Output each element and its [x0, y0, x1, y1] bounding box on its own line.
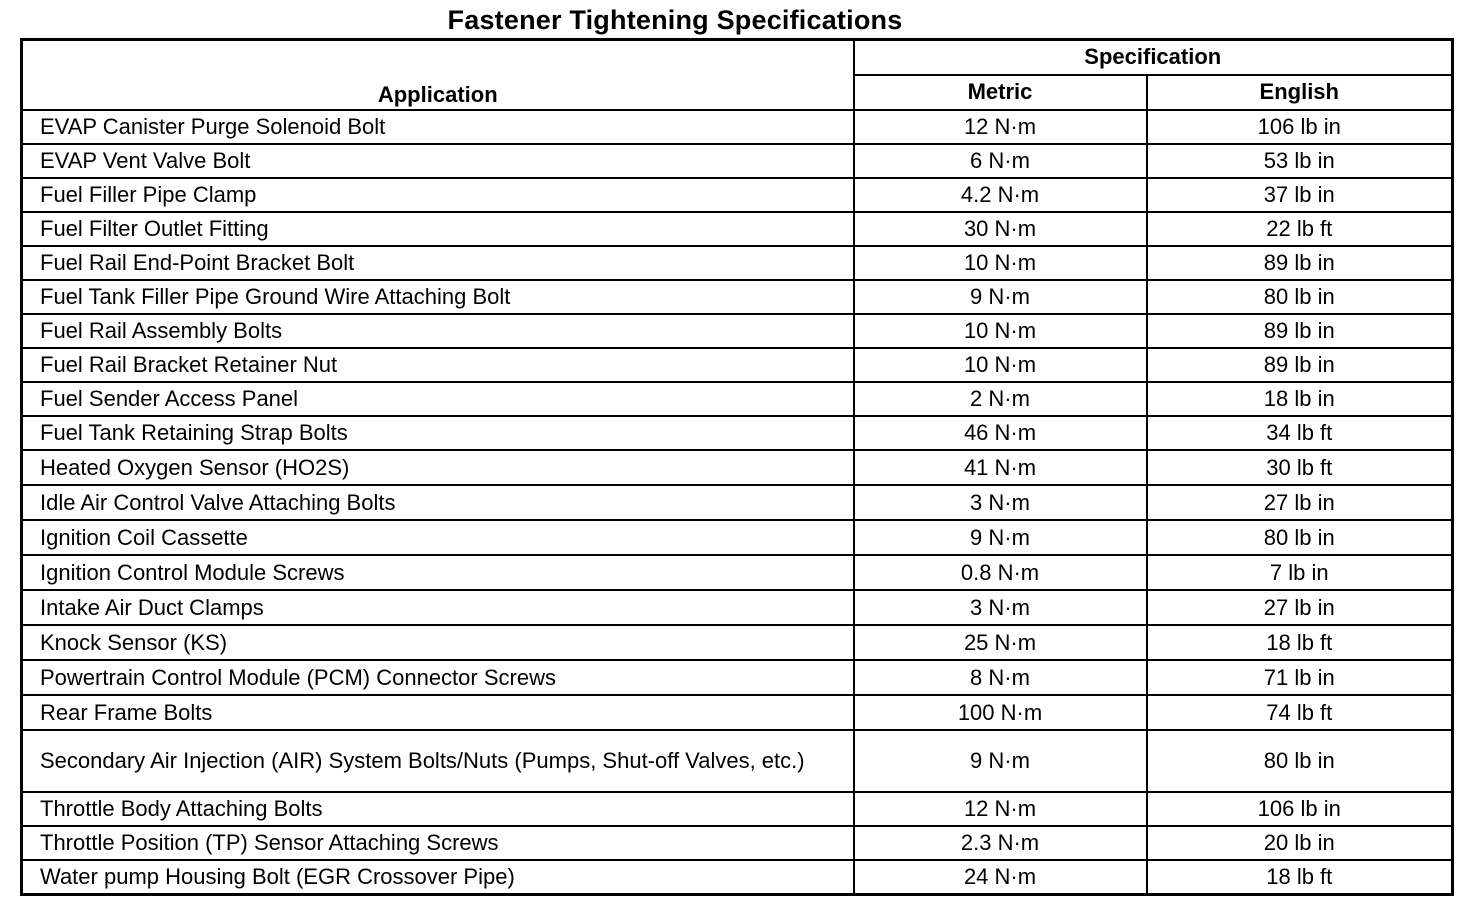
- table-row: [22, 246, 1453, 280]
- cell-english: 106 lb in: [1147, 792, 1453, 826]
- cell-metric: 0.8 N·m: [854, 555, 1147, 590]
- cell-application: Knock Sensor (KS): [22, 625, 854, 660]
- cell-english: 74 lb ft: [1147, 695, 1453, 730]
- table-header: [22, 40, 1453, 111]
- cell-application: Throttle Position (TP) Sensor Attaching Screws: [22, 826, 854, 860]
- table-row: [22, 860, 1453, 894]
- cell-application: Rear Frame Bolts: [22, 695, 854, 730]
- cell-application: Fuel Tank Filler Pipe Ground Wire Attaching Bolt: [22, 280, 854, 314]
- table-row: [22, 625, 1453, 660]
- table-row: [22, 450, 1453, 485]
- cell-application: Idle Air Control Valve Attaching Bolts: [22, 485, 854, 520]
- cell-english: 89 lb in: [1147, 246, 1453, 280]
- cell-application: Powertrain Control Module (PCM) Connector Screws: [22, 660, 854, 695]
- table-row: [22, 212, 1453, 246]
- cell-application: Ignition Coil Cassette: [22, 520, 854, 555]
- cell-application: EVAP Vent Valve Bolt: [22, 144, 854, 178]
- table-row: [22, 280, 1453, 314]
- cell-metric: 12 N·m: [854, 792, 1147, 826]
- table-row: [22, 695, 1453, 730]
- header-application: Application: [22, 40, 854, 111]
- cell-metric: 9 N·m: [854, 520, 1147, 555]
- header-metric: Metric: [854, 75, 1147, 110]
- header-specification: Specification: [854, 40, 1453, 75]
- table-row: [22, 178, 1453, 212]
- cell-english: 27 lb in: [1147, 485, 1453, 520]
- cell-application: Fuel Rail Bracket Retainer Nut: [22, 348, 854, 382]
- cell-english: 18 lb ft: [1147, 860, 1453, 894]
- cell-english: 71 lb in: [1147, 660, 1453, 695]
- cell-english: 18 lb ft: [1147, 625, 1453, 660]
- cell-application: Fuel Sender Access Panel: [22, 382, 854, 416]
- cell-application: Fuel Tank Retaining Strap Bolts: [22, 416, 854, 450]
- cell-english: 89 lb in: [1147, 314, 1453, 348]
- cell-metric: 12 N·m: [854, 110, 1147, 144]
- cell-metric: 4.2 N·m: [854, 178, 1147, 212]
- cell-metric: 24 N·m: [854, 860, 1147, 894]
- fastener-spec-table: [20, 38, 1454, 896]
- cell-english: 89 lb in: [1147, 348, 1453, 382]
- cell-application: Throttle Body Attaching Bolts: [22, 792, 854, 826]
- header-english: English: [1147, 75, 1453, 110]
- cell-english: 34 lb ft: [1147, 416, 1453, 450]
- cell-metric: 10 N·m: [854, 246, 1147, 280]
- table-row: [22, 555, 1453, 590]
- cell-metric: 2 N·m: [854, 382, 1147, 416]
- cell-english: 22 lb ft: [1147, 212, 1453, 246]
- table-row: [22, 590, 1453, 625]
- table-row: [22, 314, 1453, 348]
- cell-application: Secondary Air Injection (AIR) System Bolts/Nuts (Pumps, Shut-off Valves, etc.): [22, 730, 854, 792]
- cell-english: 37 lb in: [1147, 178, 1453, 212]
- cell-metric: 41 N·m: [854, 450, 1147, 485]
- cell-english: 7 lb in: [1147, 555, 1453, 590]
- cell-application: Fuel Filler Pipe Clamp: [22, 178, 854, 212]
- cell-application: Heated Oxygen Sensor (HO2S): [22, 450, 854, 485]
- cell-application: Water pump Housing Bolt (EGR Crossover Pipe): [22, 860, 854, 894]
- table-body: [22, 110, 1453, 894]
- cell-english: 53 lb in: [1147, 144, 1453, 178]
- cell-metric: 6 N·m: [854, 144, 1147, 178]
- table-row: [22, 792, 1453, 826]
- cell-english: 30 lb ft: [1147, 450, 1453, 485]
- cell-application: Fuel Rail Assembly Bolts: [22, 314, 854, 348]
- cell-application: Fuel Filter Outlet Fitting: [22, 212, 854, 246]
- cell-metric: 46 N·m: [854, 416, 1147, 450]
- table-row: [22, 485, 1453, 520]
- cell-metric: 9 N·m: [854, 730, 1147, 792]
- table-row: [22, 110, 1453, 144]
- cell-metric: 25 N·m: [854, 625, 1147, 660]
- table-row: [22, 416, 1453, 450]
- cell-english: 80 lb in: [1147, 730, 1453, 792]
- cell-metric: 30 N·m: [854, 212, 1147, 246]
- cell-application: Fuel Rail End-Point Bracket Bolt: [22, 246, 854, 280]
- cell-metric: 3 N·m: [854, 590, 1147, 625]
- cell-metric: 10 N·m: [854, 348, 1147, 382]
- cell-metric: 3 N·m: [854, 485, 1147, 520]
- cell-english: 20 lb in: [1147, 826, 1453, 860]
- cell-application: Ignition Control Module Screws: [22, 555, 854, 590]
- cell-english: 106 lb in: [1147, 110, 1453, 144]
- cell-english: 18 lb in: [1147, 382, 1453, 416]
- cell-english: 80 lb in: [1147, 520, 1453, 555]
- table-row: [22, 382, 1453, 416]
- table-row: [22, 348, 1453, 382]
- page-title: Fastener Tightening Specifications: [447, 5, 903, 35]
- cell-metric: 100 N·m: [854, 695, 1147, 730]
- table-row: [22, 826, 1453, 860]
- cell-metric: 2.3 N·m: [854, 826, 1147, 860]
- table-row: [22, 144, 1453, 178]
- table-row: [22, 660, 1453, 695]
- cell-metric: 9 N·m: [854, 280, 1147, 314]
- cell-english: 27 lb in: [1147, 590, 1453, 625]
- cell-application: Intake Air Duct Clamps: [22, 590, 854, 625]
- cell-application: EVAP Canister Purge Solenoid Bolt: [22, 110, 854, 144]
- cell-metric: 8 N·m: [854, 660, 1147, 695]
- cell-english: 80 lb in: [1147, 280, 1453, 314]
- table-row: [22, 730, 1453, 792]
- table-row: [22, 520, 1453, 555]
- cell-metric: 10 N·m: [854, 314, 1147, 348]
